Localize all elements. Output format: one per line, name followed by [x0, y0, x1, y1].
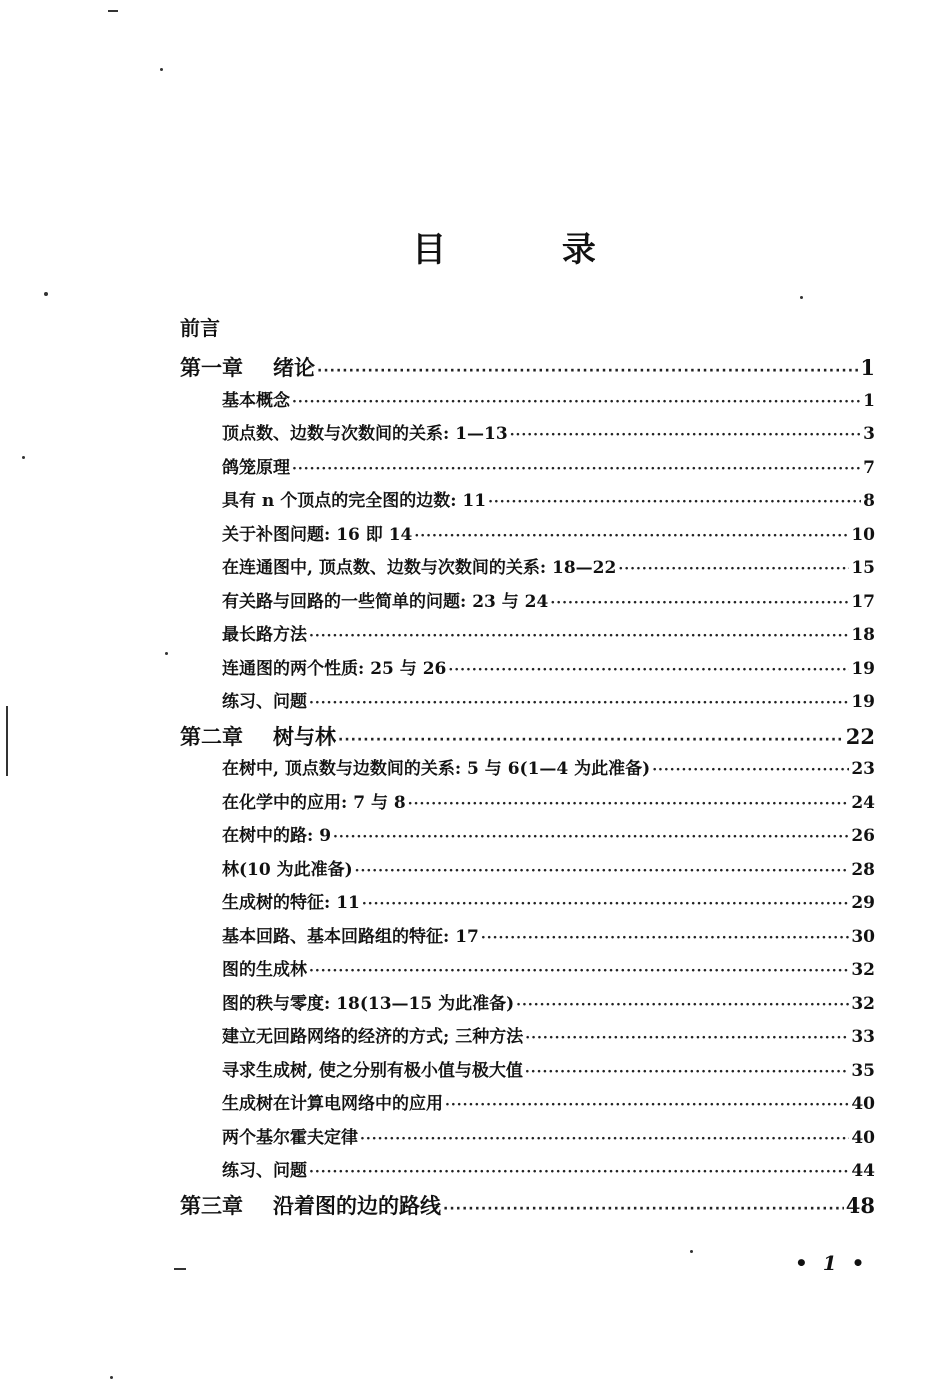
dot-leader	[309, 695, 849, 711]
toc-entry-label: 基本概念	[222, 390, 290, 411]
toc-entry-label: 有关路与回路的一些简单的问题: 23 与 24	[222, 591, 549, 612]
toc-section-entry	[222, 587, 875, 612]
toc-entry-label: 生成树的特征: 11	[222, 893, 360, 913]
toc-page-number: 32	[851, 993, 875, 1014]
toc-entry-label: 林(10 为此准备)	[222, 859, 353, 880]
scan-speck	[165, 652, 168, 655]
chapter-number: 第一章	[180, 356, 243, 380]
toc-section-entry	[222, 520, 875, 545]
toc-section-entry	[222, 955, 875, 980]
scan-speck	[160, 68, 163, 71]
dot-leader	[443, 1201, 844, 1217]
toc-chapter-entry	[180, 721, 875, 751]
chapter-number: 第二章	[180, 724, 243, 749]
toc-entry-label: 在树中, 顶点数与边数间的关系: 5 与 6(1—4 为此准备)	[222, 759, 651, 779]
dot-leader	[362, 896, 849, 912]
toc-page-number: 40	[851, 1094, 875, 1114]
toc-entry-label	[180, 721, 336, 751]
toc-section-entry	[222, 1056, 875, 1081]
toc-entry-label: 连通图的两个性质: 25 与 26	[222, 658, 447, 679]
toc-entry-label: 顶点数、边数与次数间的关系: 1—13	[222, 424, 508, 444]
toc-section-entry	[222, 486, 875, 511]
toc-page-number: 3	[863, 424, 875, 444]
chapter-number: 第三章	[180, 1193, 243, 1218]
dot-leader	[652, 762, 849, 778]
toc-page-number: 10	[851, 524, 875, 545]
dot-leader	[292, 394, 861, 410]
toc-section-entry	[222, 419, 875, 444]
toc-page-number: 15	[851, 558, 875, 578]
toc-section-entry	[222, 386, 875, 411]
scan-speck	[110, 1376, 113, 1379]
toc-entry-label: 图的生成林	[222, 960, 307, 980]
toc-page-number: 19	[851, 692, 875, 712]
chapter-title: 沿着图的边的路线	[273, 1193, 441, 1218]
toc-entry-label: 在化学中的应用: 7 与 8	[222, 792, 406, 813]
dot-leader	[333, 829, 849, 845]
toc-entry-label: 最长路方法	[222, 625, 307, 645]
toc-page-number: 44	[851, 1161, 875, 1181]
toc-section-entry	[222, 453, 875, 478]
dot-leader	[360, 1131, 849, 1147]
toc-section-entry	[222, 687, 875, 712]
scan-mark	[108, 10, 118, 12]
page-number: • 1 •	[795, 1251, 869, 1275]
toc-page-number: 1	[860, 355, 875, 380]
toc-page-number: 32	[851, 960, 875, 980]
dot-leader	[445, 1097, 849, 1113]
scan-speck	[44, 292, 48, 296]
dot-leader	[292, 461, 861, 477]
toc-page-number: 33	[851, 1027, 875, 1047]
toc-section-entry	[222, 821, 875, 846]
toc-entry-label: 两个基尔霍夫定律	[222, 1127, 358, 1148]
toc-entry-label: 寻求生成树, 使之分别有极小值与极大值	[222, 1060, 523, 1081]
toc-section-entry	[222, 922, 875, 947]
dot-leader	[309, 628, 849, 644]
toc-entry-label: 图的秩与零度: 18(13—15 为此准备)	[222, 993, 515, 1014]
toc-entry-label	[180, 1190, 441, 1220]
dot-leader	[525, 1030, 849, 1046]
toc-page-number: 48	[845, 1192, 875, 1218]
toc-page-number: 29	[851, 893, 875, 913]
toc-page-number: 28	[851, 859, 875, 880]
toc-page-number: 18	[851, 625, 875, 645]
dot-leader	[488, 494, 861, 510]
toc-entry-label: 在连通图中, 顶点数、边数与次数间的关系: 18—22	[222, 558, 617, 578]
dot-leader	[338, 732, 844, 748]
toc-page-number: 1	[863, 390, 875, 411]
dot-leader	[309, 963, 849, 979]
toc-entry-label: 在树中的路: 9	[222, 826, 332, 846]
chapter-title: 绪论	[273, 356, 315, 380]
toc-section-entry	[222, 620, 875, 645]
toc-entry-label: 具有 n 个顶点的完全图的边数: 11	[222, 491, 487, 511]
toc-page-number: 35	[851, 1060, 875, 1081]
dot-leader	[516, 997, 849, 1013]
toc-entry-label: 建立无回路网络的经济的方式; 三种方法	[222, 1027, 524, 1047]
dot-leader	[317, 363, 858, 379]
scan-speck	[800, 296, 803, 299]
toc-section-entry	[222, 888, 875, 913]
toc-entry-label: 练习、问题	[222, 692, 307, 712]
toc-page-number: 23	[851, 759, 875, 779]
toc-section-entry	[222, 754, 875, 779]
dot-leader	[550, 595, 849, 611]
dot-leader	[525, 1064, 849, 1080]
toc-section-entry	[222, 855, 875, 880]
toc-section-entry	[222, 1123, 875, 1148]
toc-page-number: 30	[851, 926, 875, 947]
dot-leader	[618, 561, 849, 577]
toc-page-number: 19	[851, 658, 875, 679]
scan-mark	[174, 1268, 186, 1270]
toc-page-number: 22	[845, 723, 875, 749]
toc-section-entry	[222, 1022, 875, 1047]
toc-entry-label: 鸽笼原理	[222, 457, 290, 478]
toc-section-entry	[222, 553, 875, 578]
toc-entry-label: 基本回路、基本回路组的特征: 17	[222, 926, 479, 947]
dot-leader	[408, 796, 850, 812]
toc-page-number: 24	[851, 792, 875, 813]
dot-leader	[355, 863, 850, 879]
scan-mark	[6, 706, 8, 776]
toc-entry-label: 生成树在计算电网络中的应用	[222, 1094, 443, 1114]
toc-page-number: 8	[863, 491, 875, 511]
scan-speck	[690, 1250, 693, 1253]
toc-page-number: 7	[863, 457, 875, 478]
toc-page-number: 40	[851, 1127, 875, 1148]
toc-chapter-entry	[180, 352, 875, 382]
toc-section-entry	[222, 1156, 875, 1181]
dot-leader	[481, 930, 849, 946]
dot-leader	[414, 528, 849, 544]
toc-section-entry	[222, 654, 875, 679]
toc-entry-label: 练习、问题	[222, 1161, 307, 1181]
toc-section-entry	[222, 1089, 875, 1114]
chapter-title: 树与林	[273, 724, 336, 749]
dot-leader	[510, 427, 861, 443]
toc-page-number: 26	[851, 826, 875, 846]
toc-section-entry	[222, 788, 875, 813]
preface-entry: 前言	[180, 316, 220, 340]
toc-entry-label: 关于补图问题: 16 即 14	[222, 524, 413, 545]
scan-speck	[22, 456, 25, 459]
toc-chapter-entry	[180, 1190, 875, 1220]
toc-entry-label	[180, 352, 315, 382]
toc-page-number: 17	[851, 591, 875, 612]
toc-section-entry	[222, 989, 875, 1014]
dot-leader	[309, 1164, 849, 1180]
page-title: 目 录	[412, 230, 648, 270]
dot-leader	[448, 662, 849, 678]
